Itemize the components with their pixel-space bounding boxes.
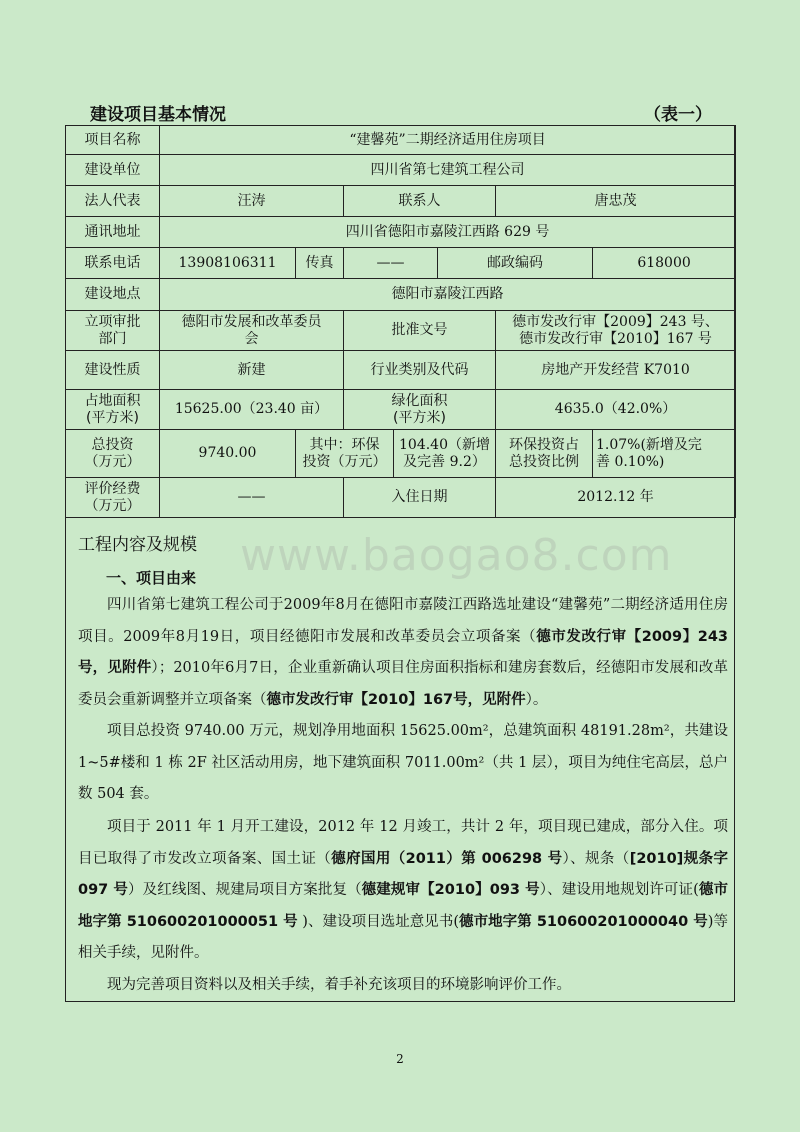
approval-dept-value	[160, 311, 344, 351]
p1-text-a: 四川省第七建筑工程公司于2009年8月在德阳市嘉陵江西路选址建设“建馨苑”二期经济适用住房项目。2009年8月19日，项目经德阳市发展和改革委员会立项备案（	[78, 597, 728, 645]
p3-plan-approval: 德建规审【2010】093 号	[361, 882, 540, 898]
green-value: 4635.0（42.0%）	[496, 390, 736, 430]
eval-fee-label-line2: （万元）	[84, 497, 141, 514]
row-site	[66, 279, 736, 311]
p3-land-permit: 德市地字第 510600201000051 号	[78, 882, 729, 930]
project-name-value: “建馨苑”二期经济适用住房项目	[160, 126, 736, 155]
row-phone	[66, 248, 736, 279]
p1-text-c: ）；2010年6月7日，企业重新确认项目住房面积指标和建房套数后，经德阳市发展和改革委员会重新调整并立项备案（	[78, 660, 729, 708]
eval-fee-label	[66, 478, 160, 518]
green-label	[344, 390, 496, 430]
fax-value: ——	[344, 248, 438, 279]
nature-label: 建设性质	[66, 351, 160, 390]
env-ratio-label-line2: 总投资比例	[509, 453, 579, 470]
p3-plan-cond: [2010]规条字 097 号	[78, 850, 728, 898]
project-name-label: 项目名称	[66, 126, 160, 155]
postcode-label: 邮政编码	[438, 248, 593, 279]
env-ratio-label	[496, 430, 593, 478]
paragraph-schedule	[78, 812, 728, 970]
fax-label: 传真	[296, 248, 344, 279]
page-number: 2	[396, 1052, 404, 1066]
builder-label: 建设单位	[66, 155, 160, 186]
industry-value: 房地产开发经营 K7010	[496, 351, 736, 390]
invest-label	[66, 430, 160, 478]
p3-text-i: )、建设项目选址意见书(	[297, 913, 460, 930]
contact-value: 唐忠茂	[496, 186, 736, 217]
legal-rep-value: 汪涛	[160, 186, 344, 217]
approval-dept-label-line1: 立项审批	[84, 313, 141, 330]
paragraph-origin	[78, 590, 728, 716]
p1-text-e: ）。	[525, 691, 548, 708]
address-label: 通讯地址	[66, 217, 160, 248]
section-title: 工程内容及规模	[78, 535, 197, 555]
p3-text-e: ）及红线图、规建局项目方案批复（	[128, 882, 362, 898]
p3-text-a: 项目于 2011 年 1 月开工建设，2012 年 12 月竣工，共计 2 年，项目现已建成，部分入住。项目已取得了市发改立项备案、国土证（	[78, 819, 728, 867]
p3-text-k: )等相关手续，见附件。	[78, 913, 728, 961]
env-invest-line1: 104.40（新增	[399, 436, 490, 453]
industry-label: 行业类别及代码	[344, 351, 496, 390]
paragraph-investment: 项目总投资 9740.00 万元，规划净用地面积 15625.00m²，总建筑面积 48191.28m²，共建设 1~5#楼和 1 栋 2F 社区活动用房，地下建筑面积 7011.00m²（共 1 层），项目为纯住宅高层，总户数 504 套。	[78, 723, 728, 802]
approval-dept-line2: 会	[244, 330, 259, 347]
row-nature	[66, 351, 736, 390]
env-ratio-line1: 1.07%(新增及完	[596, 436, 702, 453]
project-info-table	[65, 125, 736, 518]
row-legal	[66, 186, 736, 217]
invest-label-line2: （万元）	[84, 453, 141, 470]
invest-value: 9740.00	[160, 430, 296, 478]
p3-land-cert: 德府国用（2011）第 006298 号	[331, 850, 563, 867]
builder-value: 四川省第七建筑工程公司	[160, 155, 736, 186]
env-invest-line2: 及完善 9.2）	[403, 453, 486, 470]
document-title: 建设项目基本情况	[90, 105, 226, 125]
env-ratio-value	[593, 430, 736, 478]
row-address	[66, 217, 736, 248]
row-builder	[66, 155, 736, 186]
postcode-value: 618000	[593, 248, 736, 279]
area-label	[66, 390, 160, 430]
watermark: www.baogao8.com	[240, 530, 673, 581]
area-label-line2: (平方米)	[86, 409, 139, 426]
legal-rep-label: 法人代表	[66, 186, 160, 217]
phone-value: 13908106311	[160, 248, 296, 279]
area-label-line1: 占地面积	[84, 392, 141, 409]
approval-no-line1: 德市发改行审【2009】243 号、	[512, 313, 719, 330]
env-invest-label-line1: 其中：环保	[309, 436, 380, 453]
move-in-label: 入住日期	[344, 478, 496, 518]
address-value: 四川省德阳市嘉陵江西路 629 号	[160, 217, 736, 248]
green-label-line1: 绿化面积	[391, 392, 448, 409]
table-number: （表一）	[644, 105, 712, 125]
approval-no-value	[496, 311, 736, 351]
env-ratio-line2: 善 0.10%)	[596, 453, 665, 470]
approval-no-line2: 德市发改行审【2010】167 号	[519, 330, 712, 347]
p3-text-c: ）、规条（	[562, 850, 630, 867]
row-area	[66, 390, 736, 430]
contact-label: 联系人	[344, 186, 496, 217]
site-value: 德阳市嘉陵江西路	[160, 279, 736, 311]
env-invest-value	[394, 430, 496, 478]
area-value: 15625.00（23.40 亩）	[160, 390, 344, 430]
p1-ref-2009: 德市发改行审【2009】243号，见附件	[78, 628, 729, 676]
approval-dept-line1: 德阳市发展和改革委员	[181, 313, 322, 330]
invest-label-line1: 总投资	[91, 436, 134, 453]
approval-dept-label-line2: 部门	[98, 330, 127, 347]
nature-value: 新建	[160, 351, 344, 390]
row-investment	[66, 430, 736, 478]
eval-fee-label-line1: 评价经费	[84, 480, 141, 497]
phone-label: 联系电话	[66, 248, 160, 279]
env-ratio-label-line1: 环保投资占	[509, 436, 579, 453]
row-project-name	[66, 126, 736, 155]
p3-site-opinion: 德市地字第 510600201000040 号	[459, 913, 708, 930]
site-label: 建设地点	[66, 279, 160, 311]
approval-dept-label	[66, 311, 160, 351]
page-header	[90, 100, 712, 125]
approval-no-label: 批准文号	[344, 311, 496, 351]
env-invest-label-line2: 投资（万元）	[302, 453, 387, 470]
p1-ref-2010: 德市发改行审【2010】167号，见附件	[266, 691, 526, 708]
row-approval	[66, 311, 736, 351]
green-label-line2: (平方米)	[393, 409, 446, 426]
eval-fee-value: ——	[160, 478, 344, 518]
env-invest-label	[296, 430, 394, 478]
sub-title: 一、项目由来	[106, 569, 197, 587]
paragraph-purpose: 现为完善项目资料以及相关手续，着手补充该项目的环境影响评价工作。	[107, 977, 571, 993]
p3-text-g: ）、建设用地规划许可证(	[539, 882, 699, 898]
row-eval-fee	[66, 478, 736, 518]
move-in-value: 2012.12 年	[496, 478, 736, 518]
